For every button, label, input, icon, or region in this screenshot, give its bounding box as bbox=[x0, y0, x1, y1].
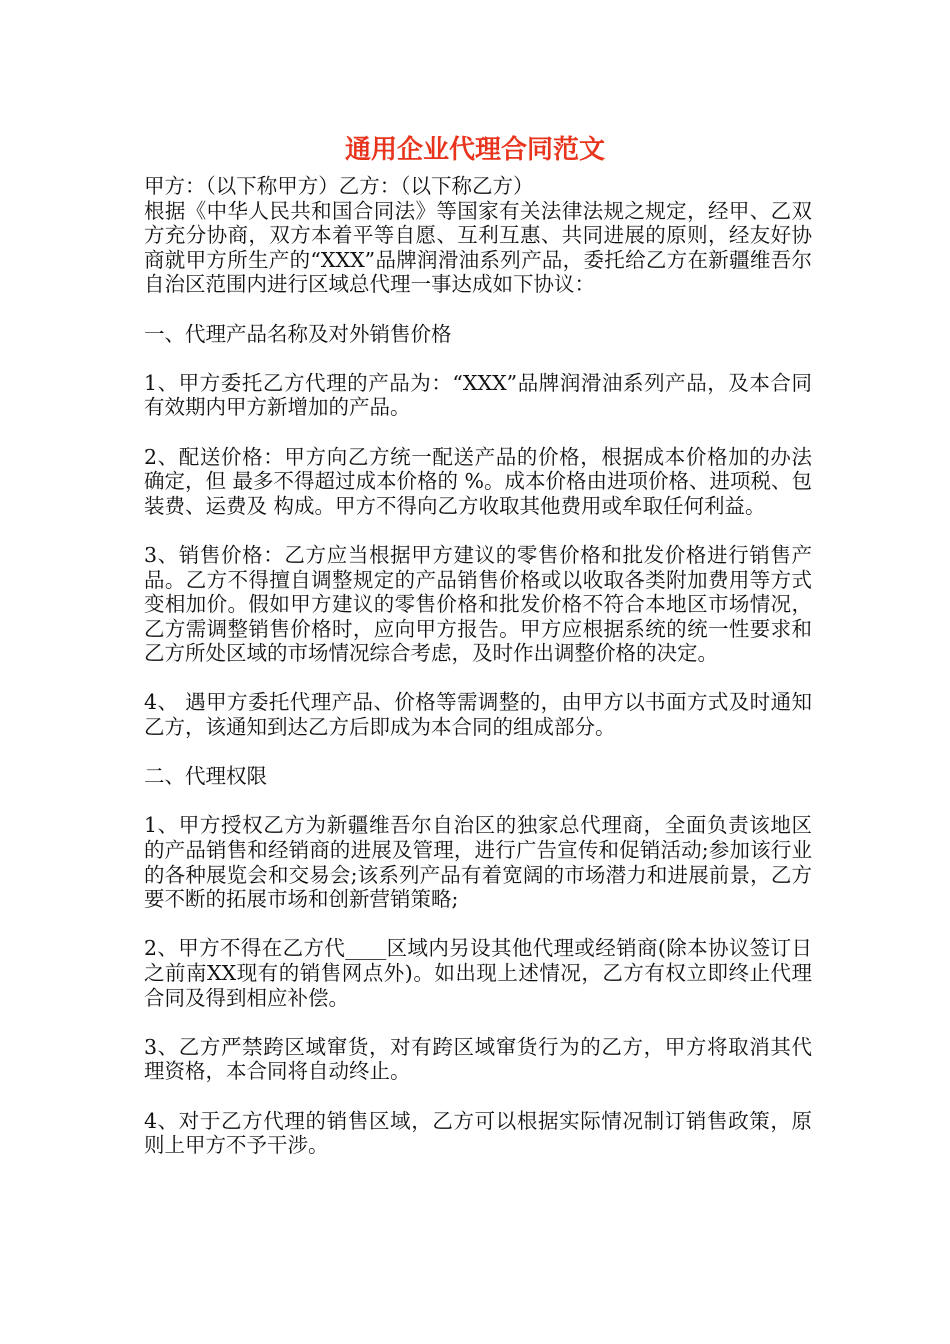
clause-2-1: 1、甲方授权乙方为新疆维吾尔自治区的独家总代理商，全面负责该地区的产品销售和经销商的进展及管理，进行广告宣传和促销活动;参加该行业的各种展览会和交易会;该系列产品有着宽阔的市场潜力和进展前景，乙方要不断的拓展市场和创新营销策略; bbox=[144, 813, 812, 912]
clause-1-1: 1、甲方委托乙方代理的产品为：“XXX”品牌润滑油系列产品，及本合同有效期内甲方新增加的产品。 bbox=[144, 370, 812, 420]
clause-2-4: 4、对于乙方代理的销售区域，乙方可以根据实际情况制订销售政策，原则上甲方不予干涉。 bbox=[144, 1108, 812, 1158]
section-heading-products: 一、代理产品名称及对外销售价格 bbox=[144, 321, 452, 346]
clause-1-2: 2、配送价格：甲方向乙方统一配送产品的价格，根据成本价格加的办法确定，但 最多不得超过成本价格的 %。成本价格由进项价格、进项税、包装费、运费及 构成。甲方不得向乙方收取其他费用或牟取任何利益。 bbox=[144, 444, 813, 518]
document-body bbox=[144, 174, 812, 1158]
document-title: 通用企业代理合同范文 bbox=[344, 135, 605, 165]
preamble-paragraph: 根据《中华人民共和国合同法》等国家有关法律法规之规定，经甲、乙双方充分协商，双方本着平等自愿、互利互惠、共同进展的原则，经友好协商就甲方所生产的“XXX”品牌润滑油系列产品，委托给乙方在新疆维吾尔自治区范围内进行区域总代理一事达成如下协议： bbox=[144, 198, 812, 297]
clause-2-2: 2、甲方不得在乙方代____区域内另设其他代理或经销商(除本协议签订日之前南XX现有的销售网点外)。如出现上述情况，乙方有权立即终止代理合同及得到相应补偿。 bbox=[144, 936, 812, 1010]
parties-line: 甲方：（以下称甲方）乙方：（以下称乙方） bbox=[144, 174, 534, 198]
clause-2-3: 3、乙方严禁跨区域窜货，对有跨区域窜货行为的乙方，甲方将取消其代理资格，本合同将自动终止。 bbox=[144, 1034, 812, 1084]
clause-1-4: 4、 遇甲方委托代理产品、价格等需调整的，由甲方以书面方式及时通知乙方，该通知到达乙方后即成为本合同的组成部分。 bbox=[144, 690, 812, 740]
section-heading-authority: 二、代理权限 bbox=[144, 764, 267, 789]
clause-1-3: 3、销售价格：乙方应当根据甲方建议的零售价格和批发价格进行销售产品。乙方不得擅自调整规定的产品销售价格或以收取各类附加费用等方式变相加价。假如甲方建议的零售价格和批发价格不符合本地区市场情况，乙方需调整销售价格时，应向甲方报告。甲方应根据系统的统一性要求和乙方所处区域的市场情况综合考虑，及时作出调整价格的决定。 bbox=[144, 542, 812, 666]
